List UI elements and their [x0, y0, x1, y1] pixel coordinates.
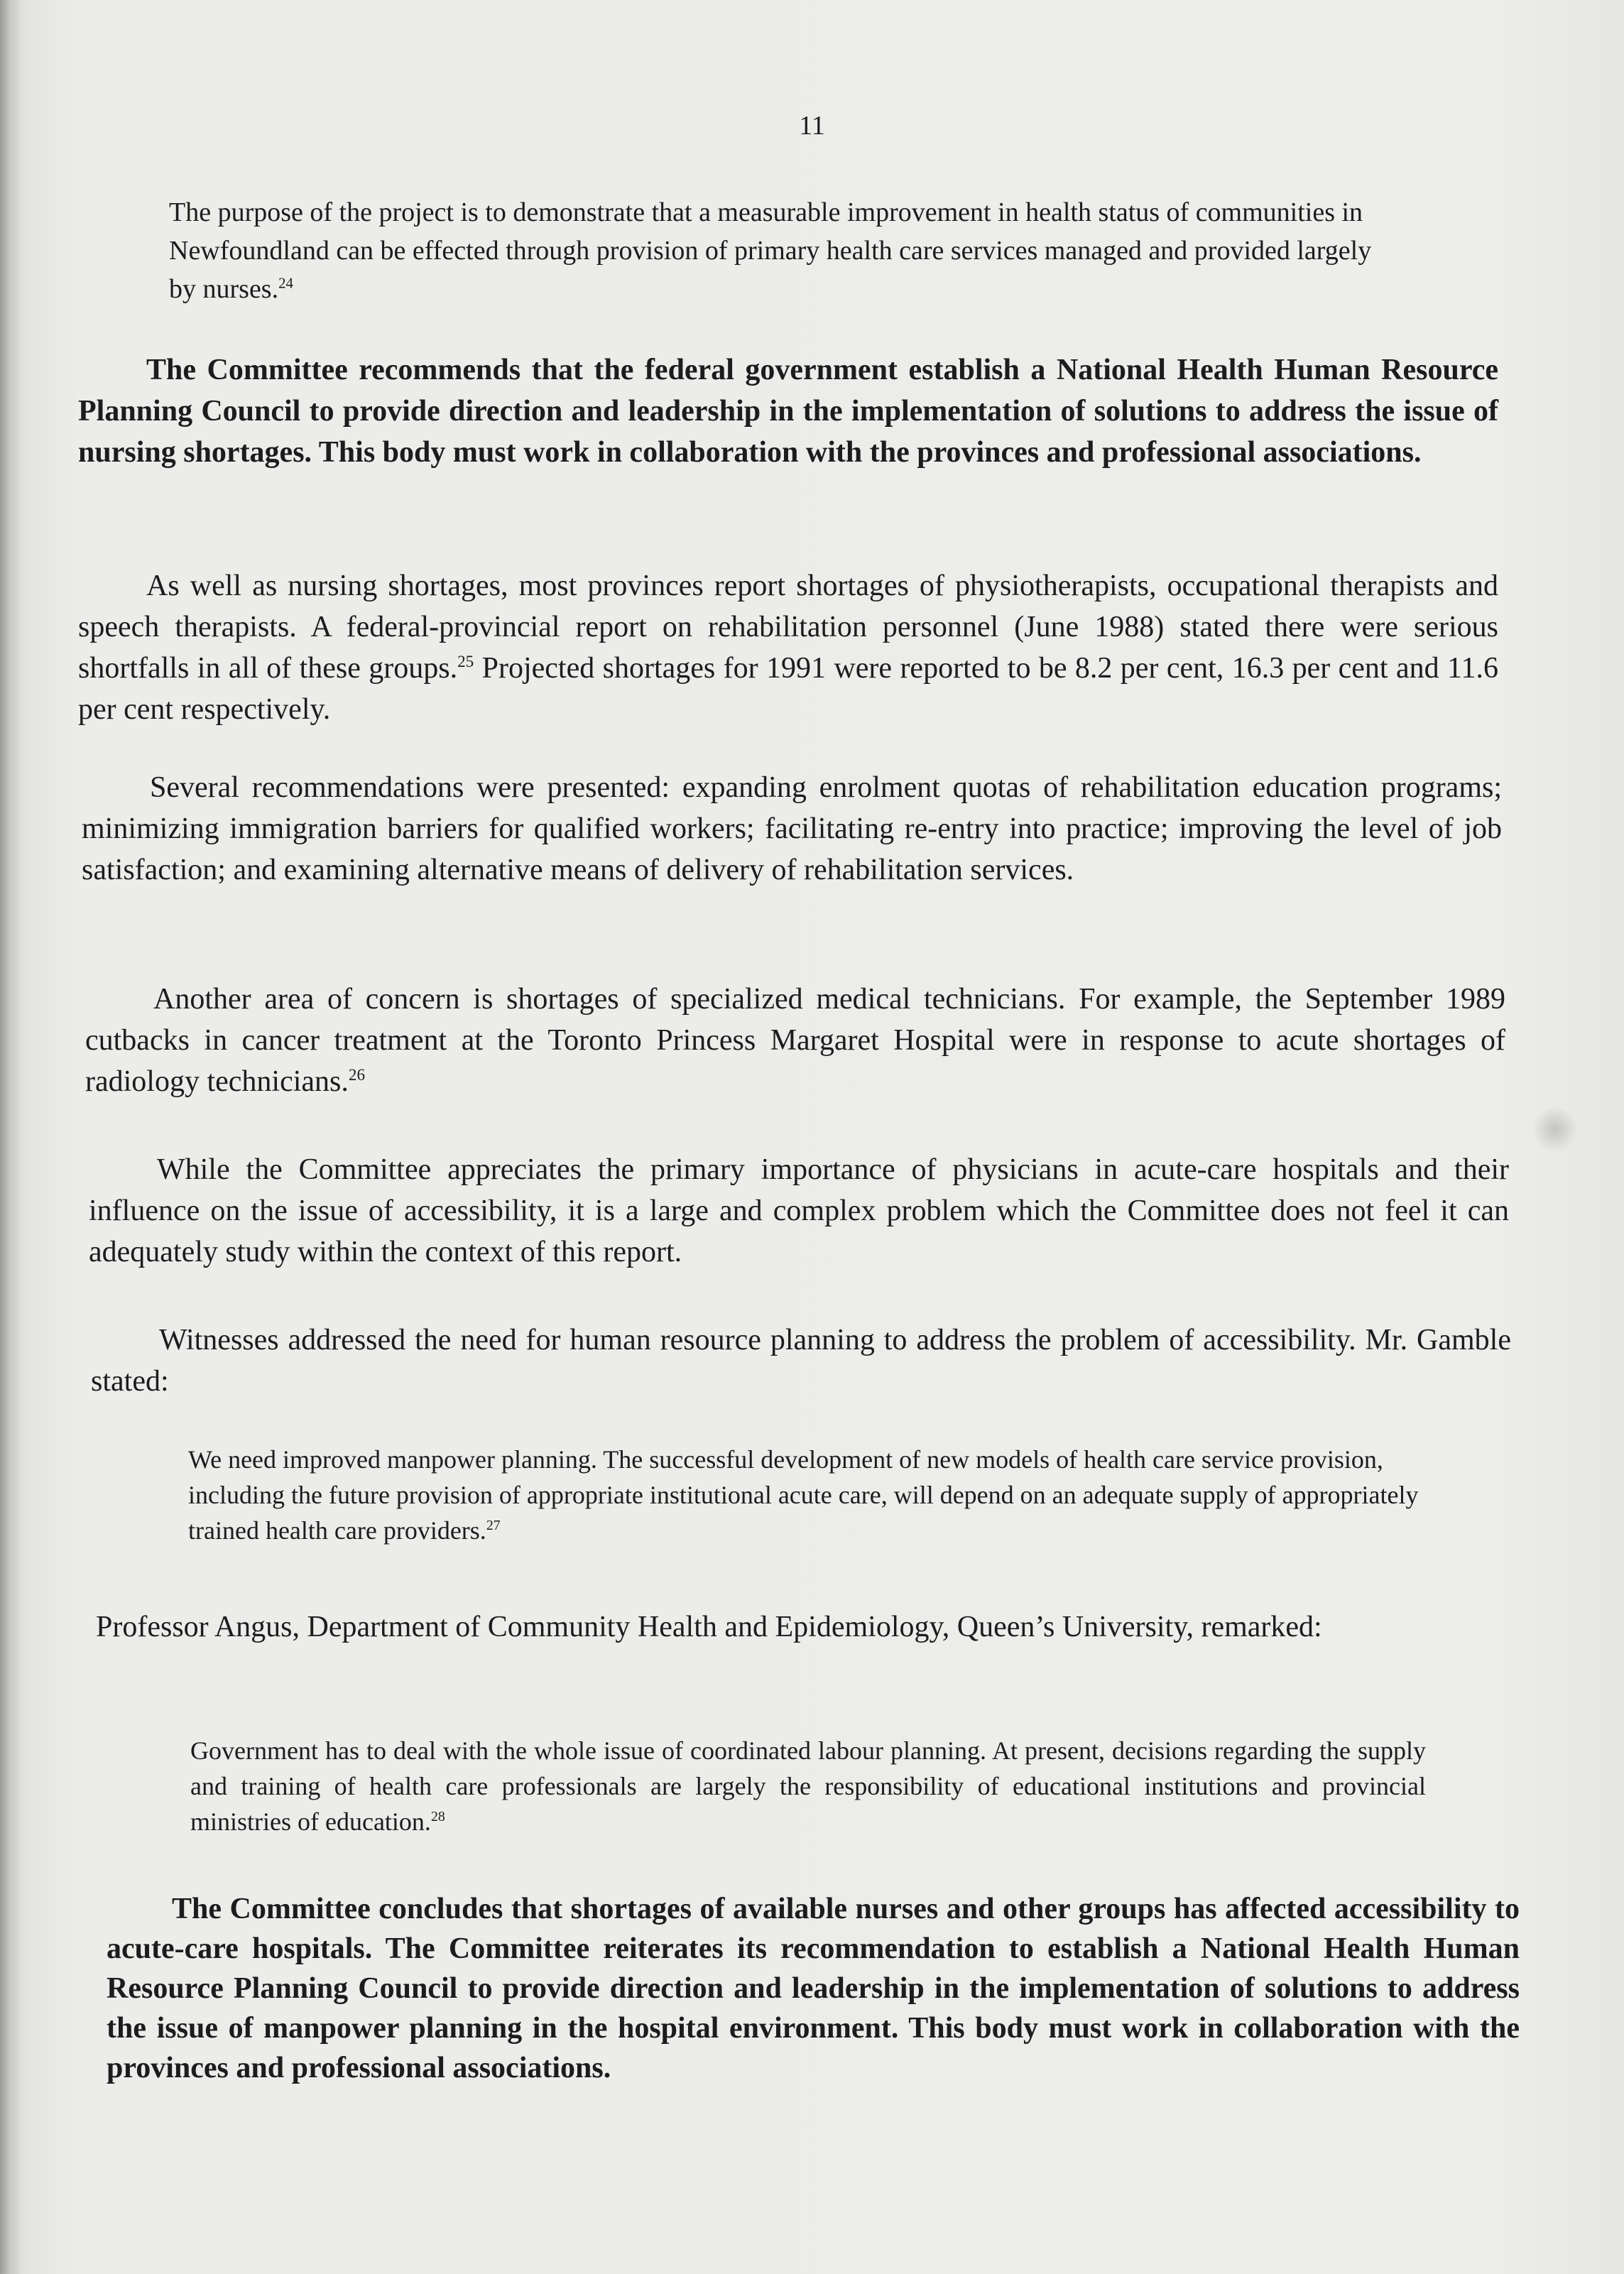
- footnote-ref: 28: [430, 1809, 445, 1824]
- paragraph-text: Witnesses addressed the need for human resource planning to address the problem of accessibility. Mr. Gamble stated:: [91, 1324, 1511, 1398]
- book-spine-shadow: [0, 0, 20, 2274]
- paragraph-text: Professor Angus, Department of Community Health and Epidemiology, Queen’s University, remarked:: [96, 1611, 1322, 1643]
- gamble-quote: [188, 1442, 1424, 1548]
- paragraph-text: Another area of concern is shortages of specialized medical technicians. For example, the September 1989 cutbacks in cancer treatment at the Toronto Princess Margaret Hospital were in response to acute shortages of radiology technicians.: [85, 983, 1505, 1098]
- paragraph-text: The Committee concludes that shortages of available nurses and other groups has affected accessibility to acute-care hospitals. The Committee reiterates its recommendation to establish a National Health Human Resource Planning Council to provide direction and leadership in the implementation of solutions to address the issue of manpower planning in the hospital environment. This body must work in collaboration with the provinces and professional associations.: [107, 1893, 1520, 2084]
- physicians-paragraph: [89, 1149, 1509, 1273]
- witnesses-paragraph: [91, 1320, 1511, 1402]
- footnote-ref: 26: [348, 1065, 365, 1084]
- paragraph-text: While the Committee appreciates the primary importance of physicians in acute-care hospitals and their influence on the issue of accessibility, it is a large and complex problem which the Committee does not feel it can adequately study within the context of this report.: [89, 1153, 1509, 1268]
- rehab-shortages-paragraph: [78, 565, 1498, 730]
- quote-text: We need improved manpower planning. The successful development of new models of health care service provision, including the future provision of appropriate institutional acute care, will depend on an adequate supply of appropriately trained health care providers.: [188, 1445, 1419, 1545]
- footnote-ref: 27: [486, 1518, 501, 1533]
- recommendation-paragraph: [78, 349, 1498, 473]
- footnote-ref: 24: [278, 274, 293, 292]
- page-number: 11: [799, 111, 825, 141]
- paragraph-text: Several recommendations were presented: expanding enrolment quotas of rehabilitation education programs; minimizing immigration barriers for qualified workers; facilitating re-entry into practice; improving the level of job satisfaction; and examining alternative means of delivery of rehabilitation services.: [82, 771, 1502, 886]
- technicians-paragraph: [85, 979, 1505, 1102]
- page-smudge: [1534, 1104, 1576, 1154]
- quote-text: Government has to deal with the whole issue of coordinated labour planning. At present, decisions regarding the supply and training of health care professionals are largely the responsibility of educational institutions and provincial ministries of education.: [190, 1736, 1426, 1836]
- paragraph-text: As well as nursing shortages, most provinces report shortages of physiotherapists, occupational therapists and speech therapists. A federal-provincial report on rehabilitation personnel (June 1988) stated there were serious shortfalls in all of these groups.: [78, 570, 1498, 685]
- angus-quote: [190, 1733, 1426, 1839]
- angus-intro-paragraph: [96, 1606, 1516, 1648]
- footnote-ref: 25: [457, 652, 474, 670]
- paragraph-text: The purpose of the project is to demonstrate that a measurable improvement in health status of communities in Newfoundland can be effected through provision of primary health care services managed and provided largely by nurses.: [169, 197, 1372, 304]
- paragraph-text: The Committee recommends that the federal government establish a National Health Human Resource Planning Council to provide direction and leadership in the implementation of solutions to address the issue of nursing shortages. This body must work in collaboration with the provinces and professional associations.: [78, 354, 1498, 469]
- recommendations-presented-paragraph: [82, 767, 1502, 891]
- paragraph-text-continued: Projected shortages for 1991 were reported to be 8.2 per cent, 16.3 per cent and 11.6 per cent respectively.: [78, 652, 1498, 726]
- conclusion-paragraph: [107, 1889, 1520, 2088]
- project-purpose-paragraph: [169, 193, 1405, 308]
